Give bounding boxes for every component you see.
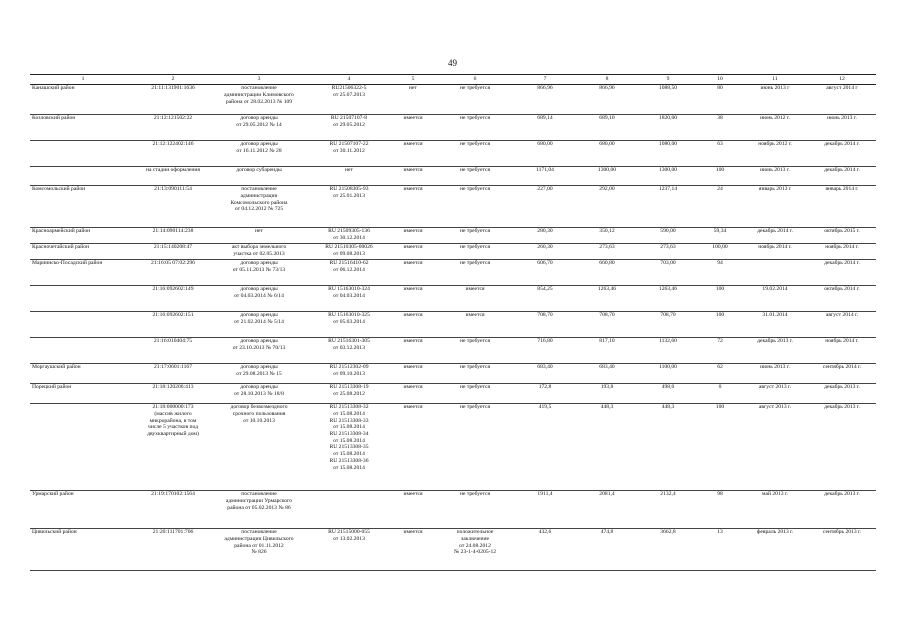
table-cell: 1300,00 [658, 167, 678, 174]
table-cell: 21:13:090111:54 [154, 186, 192, 193]
construction-objects-table [30, 74, 876, 571]
table-cell: 689,14 [537, 115, 553, 122]
table-cell: RU 21507107-8 от 29.05.2012 [330, 115, 368, 128]
table-cell: договор аренды от 28.10.2013 № 18/8 [234, 384, 284, 397]
table-cell: договор аренды от 05.11.2013 № 73/13 [232, 260, 286, 273]
table-cell: имеется [403, 529, 423, 536]
table-cell: постановление администрации Комсомольского района от 04.12.2012 № 725 [230, 186, 288, 213]
table-cell: 708,70 [599, 312, 615, 319]
table-cell: Мариинско-Посадский район [32, 260, 103, 267]
table-cell: 660,80 [599, 260, 615, 267]
table-row [30, 185, 876, 227]
table-cell: Красночетайский район [32, 244, 90, 251]
column-number-11: 11 [742, 75, 808, 85]
table-cell: декабрь 2014 г. [824, 260, 860, 267]
table-cell: имеется [465, 286, 485, 293]
table-cell: 100 [715, 404, 725, 411]
table-cell: 98 [717, 491, 723, 498]
table-cell: 817,10 [599, 338, 615, 345]
table-cell: Канашский район [32, 85, 75, 92]
table-cell: 21:12:122402:146 [152, 141, 194, 148]
table-cell: 273,63 [660, 244, 676, 251]
table-cell [30, 166, 136, 185]
table-cell: имеется [403, 312, 423, 319]
table-row [30, 285, 876, 311]
table-cell: октябрь 2014 г. [824, 286, 860, 293]
table-cell: имеется [403, 115, 423, 122]
table-cell: 866,96 [537, 85, 553, 92]
table-cell: август 2014 г. [825, 312, 859, 319]
table-cell: 260,30 [537, 244, 553, 251]
table-cell: январь 2014 г. [825, 186, 859, 193]
table-cell: 21:12:121502:22 [153, 115, 193, 122]
table-cell: постановление администрации Цивильского района от 01.11.2012 № 826 [224, 529, 294, 556]
table-row [30, 140, 876, 166]
table-cell: 21:16:010404:75 [153, 338, 193, 345]
table-cell: не требуется [459, 338, 491, 345]
table-row [30, 227, 876, 243]
table-cell: 703,00 [660, 260, 676, 267]
table-cell: нет [409, 85, 417, 92]
table-cell: акт выбора земельного участка от 02.05.2013 [231, 244, 287, 257]
table-cell: июнь 2013 г. [760, 364, 790, 371]
table-cell: договор субаренды [236, 167, 282, 174]
table-cell: 62 [717, 364, 723, 371]
table-cell: RU 21515000-055 от 13.02.2013 [328, 529, 370, 542]
table-cell: RU 15163010-324 от 04.03.2014 [328, 286, 370, 299]
column-number-5: 5 [390, 75, 436, 85]
table-cell: не требуется [459, 141, 491, 148]
table-cell: RU21506322-5 от 25.07.2013 [331, 85, 367, 98]
table-cell: 854,25 [537, 286, 553, 293]
table-cell: 31.01.2014 [762, 312, 788, 319]
table-cell: 3662,8 [660, 529, 676, 536]
table-cell: не требуется [459, 228, 491, 235]
table-cell: 21:14:090114:238 [152, 228, 194, 235]
column-number-8: 8 [576, 75, 638, 85]
table-cell: ноябрь 2014 г. [758, 244, 792, 251]
table-cell: 1080,00 [658, 141, 678, 148]
column-number-row [30, 75, 876, 85]
table-cell: RU 21516410-62 от 06.12.2014 [329, 260, 369, 273]
table-cell [30, 311, 136, 337]
table-cell: 280,30 [537, 228, 553, 235]
table-cell: имеется [403, 286, 423, 293]
table-cell: имеется [403, 384, 423, 391]
table-cell: 683,40 [599, 364, 615, 371]
table-row [30, 166, 876, 185]
table-row [30, 259, 876, 285]
table-cell: не требуется [459, 244, 491, 251]
table-cell: сентябрь 2013 г. [822, 529, 862, 536]
table-cell: 21:20:111701:706 [152, 529, 194, 536]
table-cell: имеется [403, 364, 423, 371]
table-cell: имеется [403, 491, 423, 498]
table-cell: декабрь 2014 г. [824, 167, 860, 174]
table-cell: 1263,46 [597, 286, 617, 293]
table-cell [30, 285, 136, 311]
table-cell: нет [255, 228, 263, 235]
table-cell: 172,8 [538, 384, 552, 391]
table-cell: январь 2013 г [758, 186, 792, 193]
table-cell: 24 [717, 186, 723, 193]
table-cell: 1911,4 [537, 491, 553, 498]
table-cell: имеется [403, 244, 423, 251]
table-cell: RU 21510305-00026 от 09.08.2013 [325, 244, 373, 257]
data-table-container [30, 74, 876, 571]
table-cell: 21:18:120206:413 [152, 384, 194, 391]
table-cell: 100 [715, 167, 725, 174]
table-cell: 94 [717, 260, 723, 267]
table-cell: 590,00 [660, 228, 676, 235]
table-cell: нет [345, 167, 353, 174]
table-cell: Комсомольский район [32, 186, 86, 193]
table-cell: 1100,00 [659, 364, 677, 371]
table-cell: 273,63 [599, 244, 615, 251]
table-cell: Козловский район [32, 115, 76, 122]
table-cell: 19.02.2014 [762, 286, 788, 293]
column-number-1: 1 [30, 75, 136, 85]
table-row [30, 363, 876, 383]
table-cell: июнь 2013 г. [760, 167, 790, 174]
table-cell: декабрь 2014 г. [757, 228, 793, 235]
table-row [30, 403, 876, 490]
table-cell: договор аренды от 21.02.2014 № 5/14 [234, 312, 284, 325]
table-cell: RU 21513308-32 от 15.08.2014 RU 21513308-33 от 15.08.2014 RU 21513308-34 от 15.08.2014 RU 21513308-35 от 15.08.2014 RU 21513308-36 от 15.08.2014 [329, 404, 369, 471]
page-number: 49 [448, 58, 457, 68]
table-cell: постановление администрации Климовского района от 28.02.2013 № 109 [224, 85, 294, 105]
table-cell: 21:18:000000:173 (массив жилого микрорайона, в том числе 5 участков под двухквартирный дом) [147, 404, 199, 438]
table-cell: имеется [403, 141, 423, 148]
table-row [30, 490, 876, 528]
table-cell [308, 490, 390, 528]
table-cell: не требуется [459, 115, 491, 122]
table-cell: июнь 2013 г [760, 85, 790, 92]
table-cell: Моргаушский район [32, 364, 81, 371]
table-cell: май 2013 г. [761, 491, 789, 498]
table-cell: февраль 2013 г. [756, 529, 794, 536]
table-cell: 689,10 [599, 115, 615, 122]
table-cell: 2081,4 [599, 491, 615, 498]
table-cell: 21:16:092602:149 [152, 286, 194, 293]
table-cell: договор аренды от 29.05.2012 № 14 [236, 115, 282, 128]
table-cell: 1237,14 [658, 186, 678, 193]
table-cell: 1820,00 [658, 115, 678, 122]
table-cell: 606,70 [537, 260, 553, 267]
table-cell: 1132,60 [659, 338, 677, 345]
table-cell: имеется [403, 404, 423, 411]
table-cell: декабрь 2013 г. [824, 384, 860, 391]
table-cell: 63 [717, 141, 723, 148]
table-cell: 21:17:0601:1167 [153, 364, 193, 371]
table-cell: 13 [717, 529, 723, 536]
table-cell: 448,3 [600, 404, 614, 411]
table-cell: не требуется [459, 167, 491, 174]
table-cell: RU 21512302-09 от 09.10.2013 [329, 364, 369, 377]
table-cell: Урмарский район [32, 491, 74, 498]
table-cell: RU 21509305-136 от 30.12.2014 [328, 228, 370, 241]
table-row [30, 528, 876, 570]
table-cell: 21:11:131901:1636 [151, 85, 195, 92]
table-cell: не требуется [459, 186, 491, 193]
table-cell: декабрь 2014 г. [824, 141, 860, 148]
table-cell: 448,3 [661, 404, 675, 411]
column-number-9: 9 [638, 75, 698, 85]
table-cell: 100,00 [712, 244, 728, 251]
table-cell: 21:16:05 07:02:296 [151, 260, 195, 267]
table-cell: RU 21507107-22 от 30.11.2012 [329, 141, 369, 154]
table-cell: 350,12 [599, 228, 615, 235]
table-cell: имеется [403, 260, 423, 267]
table-cell: 100 [715, 286, 725, 293]
table-cell: 419,5 [538, 404, 552, 411]
table-cell: 1088,50 [658, 85, 678, 92]
table-row [30, 84, 876, 114]
table-cell: положительное заключение от 24.08.2012 № 23-1-4-0205-12 [453, 529, 497, 556]
column-number-12: 12 [808, 75, 876, 85]
table-cell: август 2013 г. [758, 404, 792, 411]
table-cell: июнь 2012 г. [760, 115, 790, 122]
table-cell: 680,00 [599, 141, 615, 148]
table-cell: 59,34 [713, 228, 727, 235]
table-cell: не требуется [459, 364, 491, 371]
table-row [30, 114, 876, 140]
column-number-10: 10 [698, 75, 742, 85]
table-cell: декабрь 2013 г. [824, 404, 860, 411]
table-cell: Порецкий район [32, 384, 72, 391]
column-number-4: 4 [308, 75, 390, 85]
column-number-6: 6 [436, 75, 514, 85]
table-cell: 474,8 [600, 529, 614, 536]
table-cell: 0 [718, 384, 722, 391]
table-cell: 80 [717, 85, 723, 92]
table-row [30, 243, 876, 259]
table-cell: договор аренды от 16.11.2012 № 28 [236, 141, 282, 154]
table-cell: не требуется [459, 85, 491, 92]
table-cell: декабрь 2013 г. [824, 491, 860, 498]
table-cell: Красноармейский район [32, 228, 91, 235]
table-row [30, 383, 876, 403]
table-cell: 38 [717, 115, 723, 122]
table-cell: 100 [715, 312, 725, 319]
table-cell: 21:16:092602:151 [152, 312, 194, 319]
table-cell: 1300,00 [597, 167, 617, 174]
table-cell: 1171,04 [536, 167, 554, 174]
table-cell: ноябрь 2014 г. [825, 244, 859, 251]
table-cell: договор безвозмездного срочного пользования от 10.10.2013 [230, 404, 288, 424]
table-cell [30, 140, 136, 166]
column-number-2: 2 [136, 75, 210, 85]
table-cell: не требуется [459, 260, 491, 267]
table-cell: имеется [403, 167, 423, 174]
table-cell: 193,8 [600, 384, 614, 391]
table-cell: договор аренды от 04.03.2014 № 6/14 [234, 286, 284, 299]
table-cell: 21:15:140208:47 [153, 244, 193, 251]
table-cell: не требуется [459, 384, 491, 391]
table-cell: 716,80 [537, 338, 553, 345]
table-cell: 227,00 [537, 186, 553, 193]
table-row [30, 337, 876, 363]
table-row [30, 311, 876, 337]
table-cell: 1263,46 [658, 286, 678, 293]
table-cell: договор аренды от 29.08.2013 № 15 [236, 364, 282, 377]
table-body [30, 84, 876, 570]
table-cell: постановление администрации Урмарского района от 05.02.2013 № 86 [225, 491, 293, 511]
table-cell: Цивильский район [32, 529, 77, 536]
table-cell: RU 21513308-19 от 25.08.2012 [329, 384, 369, 397]
table-cell: 498,0 [661, 384, 675, 391]
table-cell: RU 21508305-93 от 25.01.2013 [329, 186, 369, 199]
table-cell [30, 337, 136, 363]
table-cell [742, 259, 808, 285]
table-cell: имеется [403, 338, 423, 345]
column-number-3: 3 [210, 75, 308, 85]
table-cell: ноябрь 2012 г. [758, 141, 792, 148]
table-cell: октябрь 2015 г. [824, 228, 860, 235]
table-cell: 21:19:170102:1564 [151, 491, 195, 498]
table-cell: не требуется [459, 404, 491, 411]
table-cell: имеется [465, 312, 485, 319]
table-cell: договор аренды от 23.10.2013 № 70/13 [232, 338, 286, 351]
table-cell: август 2014 г [826, 85, 858, 92]
table-cell: июнь 2013 г. [827, 115, 857, 122]
table-cell: сентябрь 2014 г. [822, 364, 862, 371]
table-cell: имеется [403, 186, 423, 193]
table-cell: 432,6 [538, 529, 552, 536]
column-number-7: 7 [514, 75, 576, 85]
table-cell: имеется [403, 228, 423, 235]
table-cell: 680,00 [537, 141, 553, 148]
table-cell: 708,70 [660, 312, 676, 319]
table-cell: 72 [717, 338, 723, 345]
table-cell: 292,00 [599, 186, 615, 193]
table-cell: ноябрь 2014 г. [825, 338, 859, 345]
table-cell: 2132,4 [660, 491, 676, 498]
table-cell: 683,40 [537, 364, 553, 371]
table-cell: RU 15163010-325 от 05.03.2014 [328, 312, 370, 325]
table-cell: не требуется [459, 491, 491, 498]
table-cell: 866,96 [599, 85, 615, 92]
table-cell: на стадии оформления [146, 167, 200, 174]
table-cell: декабрь 2013 г. [757, 338, 793, 345]
table-cell: RU 21516301-305 от 03.12.2013 [328, 338, 370, 351]
table-cell [30, 403, 136, 490]
table-cell: август 2013 г. [758, 384, 792, 391]
table-cell: 708,70 [537, 312, 553, 319]
